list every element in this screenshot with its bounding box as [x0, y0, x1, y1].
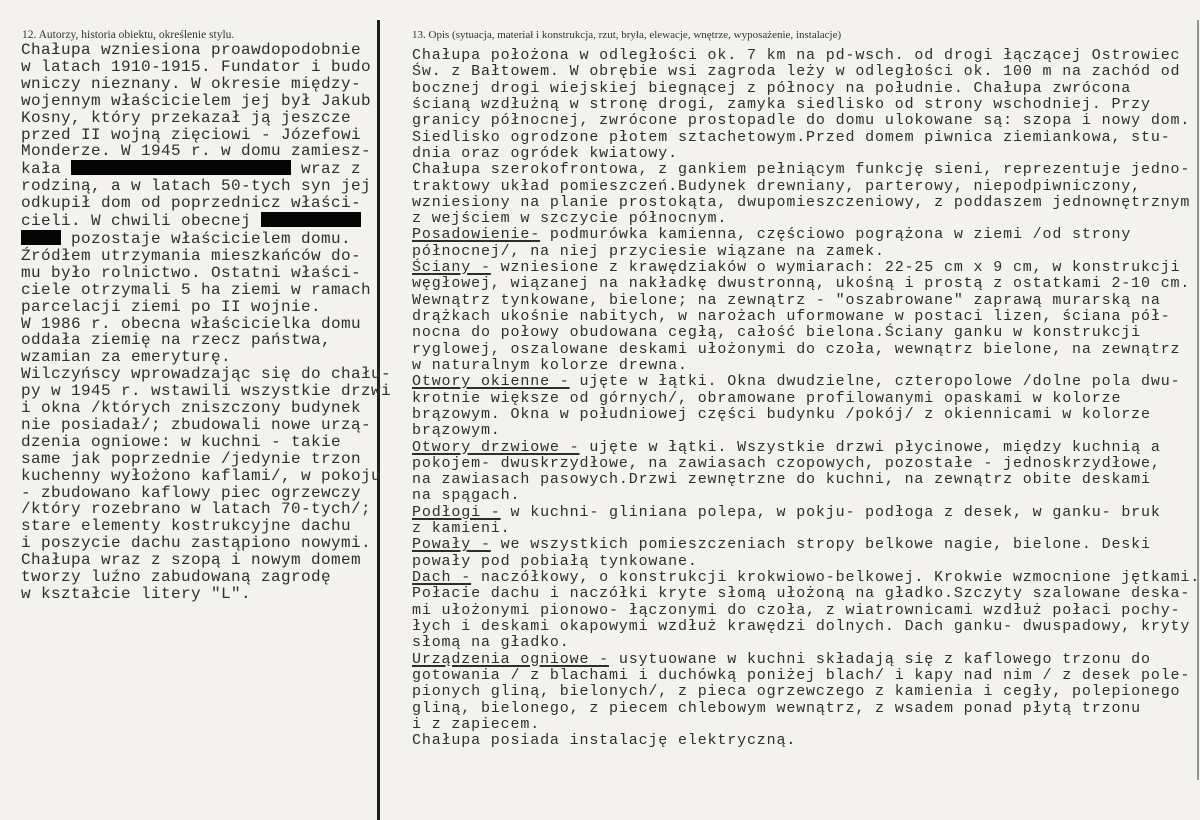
text-line: [21, 434, 391, 451]
line-text: dnia oraz ogródek kwiatowy.: [412, 144, 678, 162]
text-line: [412, 325, 1200, 341]
line-text: z wejściem w szczycie północnym.: [412, 210, 728, 228]
text-line: [21, 93, 391, 110]
line-text: odkupił dom od poprzednicz właści-: [21, 194, 362, 213]
line-text: wraz z: [291, 160, 362, 179]
text-line: [412, 668, 1200, 684]
text-line: [412, 113, 1200, 129]
subsection-heading: Otwory drzwiowe -: [412, 438, 580, 456]
text-line: [21, 195, 391, 212]
text-line: [21, 265, 391, 282]
text-line: [412, 146, 1200, 162]
line-text: Połacie dachu i naczółki kryte słomą ułożoną na gładko.Szczyty szalowane deska-: [412, 585, 1191, 603]
text-line: [21, 400, 391, 417]
line-text: łych i deskami okapowymi wzdłuż krawędzi dolnych. Dach ganku- dwuspadowy, kryty: [412, 617, 1191, 635]
text-line: [21, 143, 391, 160]
text-line: [21, 42, 391, 59]
line-text: Chałupa położona w odległości ok. 7 km na pd-wsch. od drogi łączącej Ostrowiec: [412, 47, 1181, 64]
line-text: oddała ziemię na rzecz państwa,: [21, 331, 332, 350]
line-text: - zbudowano kaflowy piec ogrzewczy: [21, 483, 362, 502]
text-line: [21, 451, 391, 468]
text-line: [412, 635, 1200, 651]
text-line: [412, 619, 1200, 635]
subsection-heading: Powały -: [412, 536, 491, 554]
subsection-heading: Ściany -: [412, 259, 491, 277]
subsection-heading: Dach -: [412, 569, 472, 586]
text-line: [21, 485, 391, 502]
line-text: gliną, bielonego, z piecem chlebowym wewnątrz, z wsadem ponad płytą trzonu: [412, 699, 1142, 717]
line-text: Chałupa wraz z szopą i nowym domem: [21, 551, 362, 570]
text-line: [412, 717, 1200, 733]
text-line: [21, 316, 391, 333]
text-line: [21, 230, 391, 248]
text-line: [412, 309, 1200, 325]
text-line: [412, 570, 1200, 586]
text-line: [21, 178, 391, 195]
text-line: [21, 127, 391, 144]
line-text: ścianą wzdłużną w stronę drogi, zamyka siedlisko od strony wschodniej. Przy: [412, 95, 1151, 113]
text-line: [21, 332, 391, 349]
text-line: [21, 160, 391, 178]
line-text: Wilczyńscy wprowadzając się do chału-: [21, 365, 392, 384]
line-text: mi ułożonymi pionowo- łączonymi do czoła, z wiatrownicami wzdłuż połaci pochy-: [412, 601, 1181, 619]
subsection-heading: Posadowienie-: [412, 226, 541, 244]
line-text: wojennym właścicielem jej był Jakub: [21, 91, 372, 110]
line-text: drążkach ukośnie nabitych, w narożach uformowane w postaci lizen, ściana pół-: [412, 308, 1171, 325]
text-line: [412, 227, 1200, 243]
line-text: nie posiadał/; zbudowali nowe urzą-: [21, 415, 372, 434]
text-line: [21, 552, 391, 569]
line-text: wzamian za emeryturę.: [21, 348, 232, 367]
line-text: brązowym.: [412, 422, 501, 440]
line-text: powały pod pobiałą tynkowane.: [412, 552, 698, 570]
text-line: [412, 423, 1200, 439]
text-line: [412, 342, 1200, 358]
text-line: [21, 76, 391, 93]
line-text: wniczy nieznany. W okresie między-: [21, 74, 362, 93]
line-text: Chałupa wzniesiona proawdopodobnie: [21, 41, 362, 59]
text-line: [21, 535, 391, 552]
line-text: nocna do połowy obudowana cegłą, całość bielona.Ściany ganku w konstrukcji: [412, 324, 1142, 342]
line-text: Źródłem utrzymania mieszkańców do-: [21, 246, 362, 265]
text-line: [412, 130, 1200, 146]
line-text: bocznej drogi wiejskiej biegnącej z północy na południe. Chałupa zwrócona: [412, 79, 1132, 97]
line-text: gotowania / z blachami i duchówką poniżej blach/ i kapy nad nim / z desek pole-: [412, 666, 1191, 684]
text-line: [412, 293, 1200, 309]
line-text: traktowy układ pomieszczeń.Budynek drewniany, parterowy, niepodpiwniczony,: [412, 177, 1142, 195]
line-text: parcelacji ziemi po II wojnie.: [21, 297, 322, 316]
line-text: granicy północnej, zwrócone prostopadle do domu ulokowane są: szopa i nowy dom.: [412, 112, 1191, 130]
text-line: [412, 586, 1200, 602]
line-text: i okna /których zniszczony budynek: [21, 399, 362, 418]
text-line: [21, 59, 391, 76]
text-line: [412, 260, 1200, 276]
text-line: [412, 733, 1200, 749]
subsection-heading: Podłogi -: [412, 503, 501, 521]
line-text: przed II wojną zięciowi - Józefowi: [21, 125, 362, 144]
text-line: [21, 212, 391, 230]
text-line: [412, 603, 1200, 619]
text-line: [412, 488, 1200, 504]
line-text: podmurówka kamienna, częściowo pogrążona w ziemi /od strony: [540, 226, 1132, 244]
text-line: [412, 456, 1200, 472]
redaction-block: [261, 212, 361, 227]
line-text: i poszycie dachu zastąpiono nowymi.: [21, 534, 372, 553]
text-line: [21, 569, 391, 586]
text-line: [412, 48, 1200, 64]
text-line: [412, 211, 1200, 227]
section-13-heading: 13. Opis (sytuacja, materiał i konstrukcja, rzut, bryła, elewacje, wnętrze, wyposażenie, instalacje): [412, 29, 842, 41]
line-text: krotnie większe od górnych/, obramowane profilowanymi opaskami w kolorze: [412, 389, 1122, 407]
history-text-column: [21, 42, 391, 603]
line-text: Chałupa szerokofrontowa, z gankiem pełniącym funkcję sieni, reprezentuje jedno-: [412, 161, 1191, 179]
text-line: [412, 440, 1200, 456]
text-line: [21, 417, 391, 434]
line-text: Wewnątrz tynkowane, bielone; na zewnątrz - "oszabrowane" zaprawą murarską na: [412, 291, 1161, 309]
line-text: ujęte w łątki. Wszystkie drzwi płycinowe, między kuchnią a: [579, 438, 1161, 456]
line-text: północnej/, na niej przyciesie wiązane na zamek.: [412, 242, 885, 260]
subsection-heading: Otwory okienne -: [412, 373, 570, 391]
line-text: wzniesione z krawędziaków o wymiarach: 22-25 cm x 9 cm, w konstrukcji: [490, 259, 1181, 277]
line-text: naczółkowy, o konstrukcji krokwiowo-belkowej. Krokwie wzmocnione jętkami.: [471, 569, 1200, 586]
line-text: z kamieni.: [412, 520, 511, 538]
text-line: [412, 195, 1200, 211]
line-text: W 1986 r. obecna właścicielka domu: [21, 314, 362, 333]
line-text: i z zapiecem.: [412, 715, 541, 733]
text-line: [412, 276, 1200, 292]
line-text: Kosny, który przekazał ją jeszcze: [21, 108, 352, 127]
line-text: pokojem- dwuskrzydłowe, na zawiasach czopowych, pozostałe - jednoskrzydłowe,: [412, 454, 1161, 472]
line-text: w kuchni- gliniana polepa, w pokju- podłoga z desek, w ganku- bruk: [500, 503, 1161, 521]
line-text: dzenia ogniowe: w kuchni - takie: [21, 432, 342, 451]
text-line: [412, 358, 1200, 374]
text-line: [412, 97, 1200, 113]
line-text: mu było rolnictwo. Ostatni właści-: [21, 263, 362, 282]
text-line: [21, 586, 391, 603]
line-text: na spągach.: [412, 487, 521, 505]
text-line: [412, 684, 1200, 700]
text-line: [412, 391, 1200, 407]
line-text: Siedlisko ogrodzone płotem sztachetowym.Przed domem piwnica ziemiankowa, stu-: [412, 128, 1171, 146]
text-line: [21, 518, 391, 535]
line-text: kała: [21, 160, 72, 179]
line-text: pionych gliną, bielonych/, z pieca ogrzewczego z kamienia i cegły, polepionego: [412, 683, 1181, 701]
text-line: [21, 299, 391, 316]
line-text: ryglowej, oszalowane deskami ułożonymi do czoła, wewnątrz bielone, na zewnątrz: [412, 340, 1181, 358]
line-text: Chałupa posiada instalację elektryczną.: [412, 732, 797, 750]
line-text: brązowym. Okna w południowej części budynku /pokój/ z okiennicami w kolorze: [412, 405, 1151, 423]
text-line: [412, 81, 1200, 97]
line-text: /który rozebrano w latach 70-tych/;: [21, 500, 372, 519]
line-text: na zawiasach pasowych.Drzwi zewnętrzne do kuchni, na zewnątrz obite deskami: [412, 471, 1151, 489]
text-line: [412, 472, 1200, 488]
text-line: [21, 501, 391, 518]
line-text: rodziną, a w latach 50-tych syn jej: [21, 177, 372, 196]
text-line: [412, 505, 1200, 521]
line-text: węgłowej, wiązanej na nakładkę dwustronną, ukośną i prostą z ostatkami 2-10 cm.: [412, 275, 1191, 293]
description-text-column: [412, 48, 1200, 749]
text-line: [21, 383, 391, 400]
text-line: [21, 468, 391, 485]
text-line: [412, 701, 1200, 717]
redaction-block: [71, 160, 291, 175]
line-text: w latach 1910-1915. Fundator i budo: [21, 57, 372, 76]
text-line: [412, 162, 1200, 178]
text-line: [412, 521, 1200, 537]
line-text: ujęte w łątki. Okna dwudzielne, czteropolowe /dolne pola dwu-: [569, 373, 1181, 391]
line-text: Monderze. W 1945 r. w domu zamiesz-: [21, 142, 372, 161]
line-text: we wszystkich pomieszczeniach stropy belkowe nagie, bielone. Deski: [490, 536, 1151, 554]
text-line: [412, 652, 1200, 668]
line-text: kuchenny wyłożono kaflami/, w pokoju: [21, 466, 382, 485]
line-text: słomą na gładko.: [412, 634, 570, 652]
line-text: py w 1945 r. wstawili wszystkie drzwi: [21, 382, 392, 401]
text-line: [412, 64, 1200, 80]
line-text: cieli. W chwili obecnej: [21, 212, 262, 231]
line-text: pozostaje właścicielem domu.: [61, 229, 352, 248]
line-text: w kształcie litery "L".: [21, 585, 252, 603]
text-line: [21, 282, 391, 299]
text-line: [412, 554, 1200, 570]
redaction-block: [21, 230, 61, 245]
line-text: same jak poprzednie /jedynie trzon: [21, 449, 362, 468]
text-line: [21, 366, 391, 383]
line-text: usytuowane w kuchni składają się z kaflowego trzonu do: [609, 650, 1151, 668]
text-line: [412, 537, 1200, 553]
text-line: [21, 349, 391, 366]
line-text: w naturalnym kolorze drewna.: [412, 356, 688, 374]
line-text: stare elementy kostrukcyjne dachu: [21, 517, 352, 536]
text-line: [21, 248, 391, 265]
section-12-heading: 12. Autorzy, historia obiektu, określenie stylu.: [22, 29, 235, 41]
text-line: [412, 244, 1200, 260]
line-text: wzniesiony na planie prostokąta, dwupomieszczeniowy, z poddaszem jednownętrznym: [412, 193, 1191, 211]
subsection-heading: Urządzenia ogniowe -: [412, 650, 610, 668]
line-text: Św. z Bałtowem. W obrębie wsi zagroda leży w odległości ok. 100 m na zachód od: [412, 63, 1181, 81]
line-text: tworzy luźno zabudowaną zagrodę: [21, 568, 332, 587]
text-line: [412, 179, 1200, 195]
text-line: [412, 374, 1200, 390]
text-line: [412, 407, 1200, 423]
line-text: ciele otrzymali 5 ha ziemi w ramach: [21, 280, 372, 299]
text-line: [21, 110, 391, 127]
